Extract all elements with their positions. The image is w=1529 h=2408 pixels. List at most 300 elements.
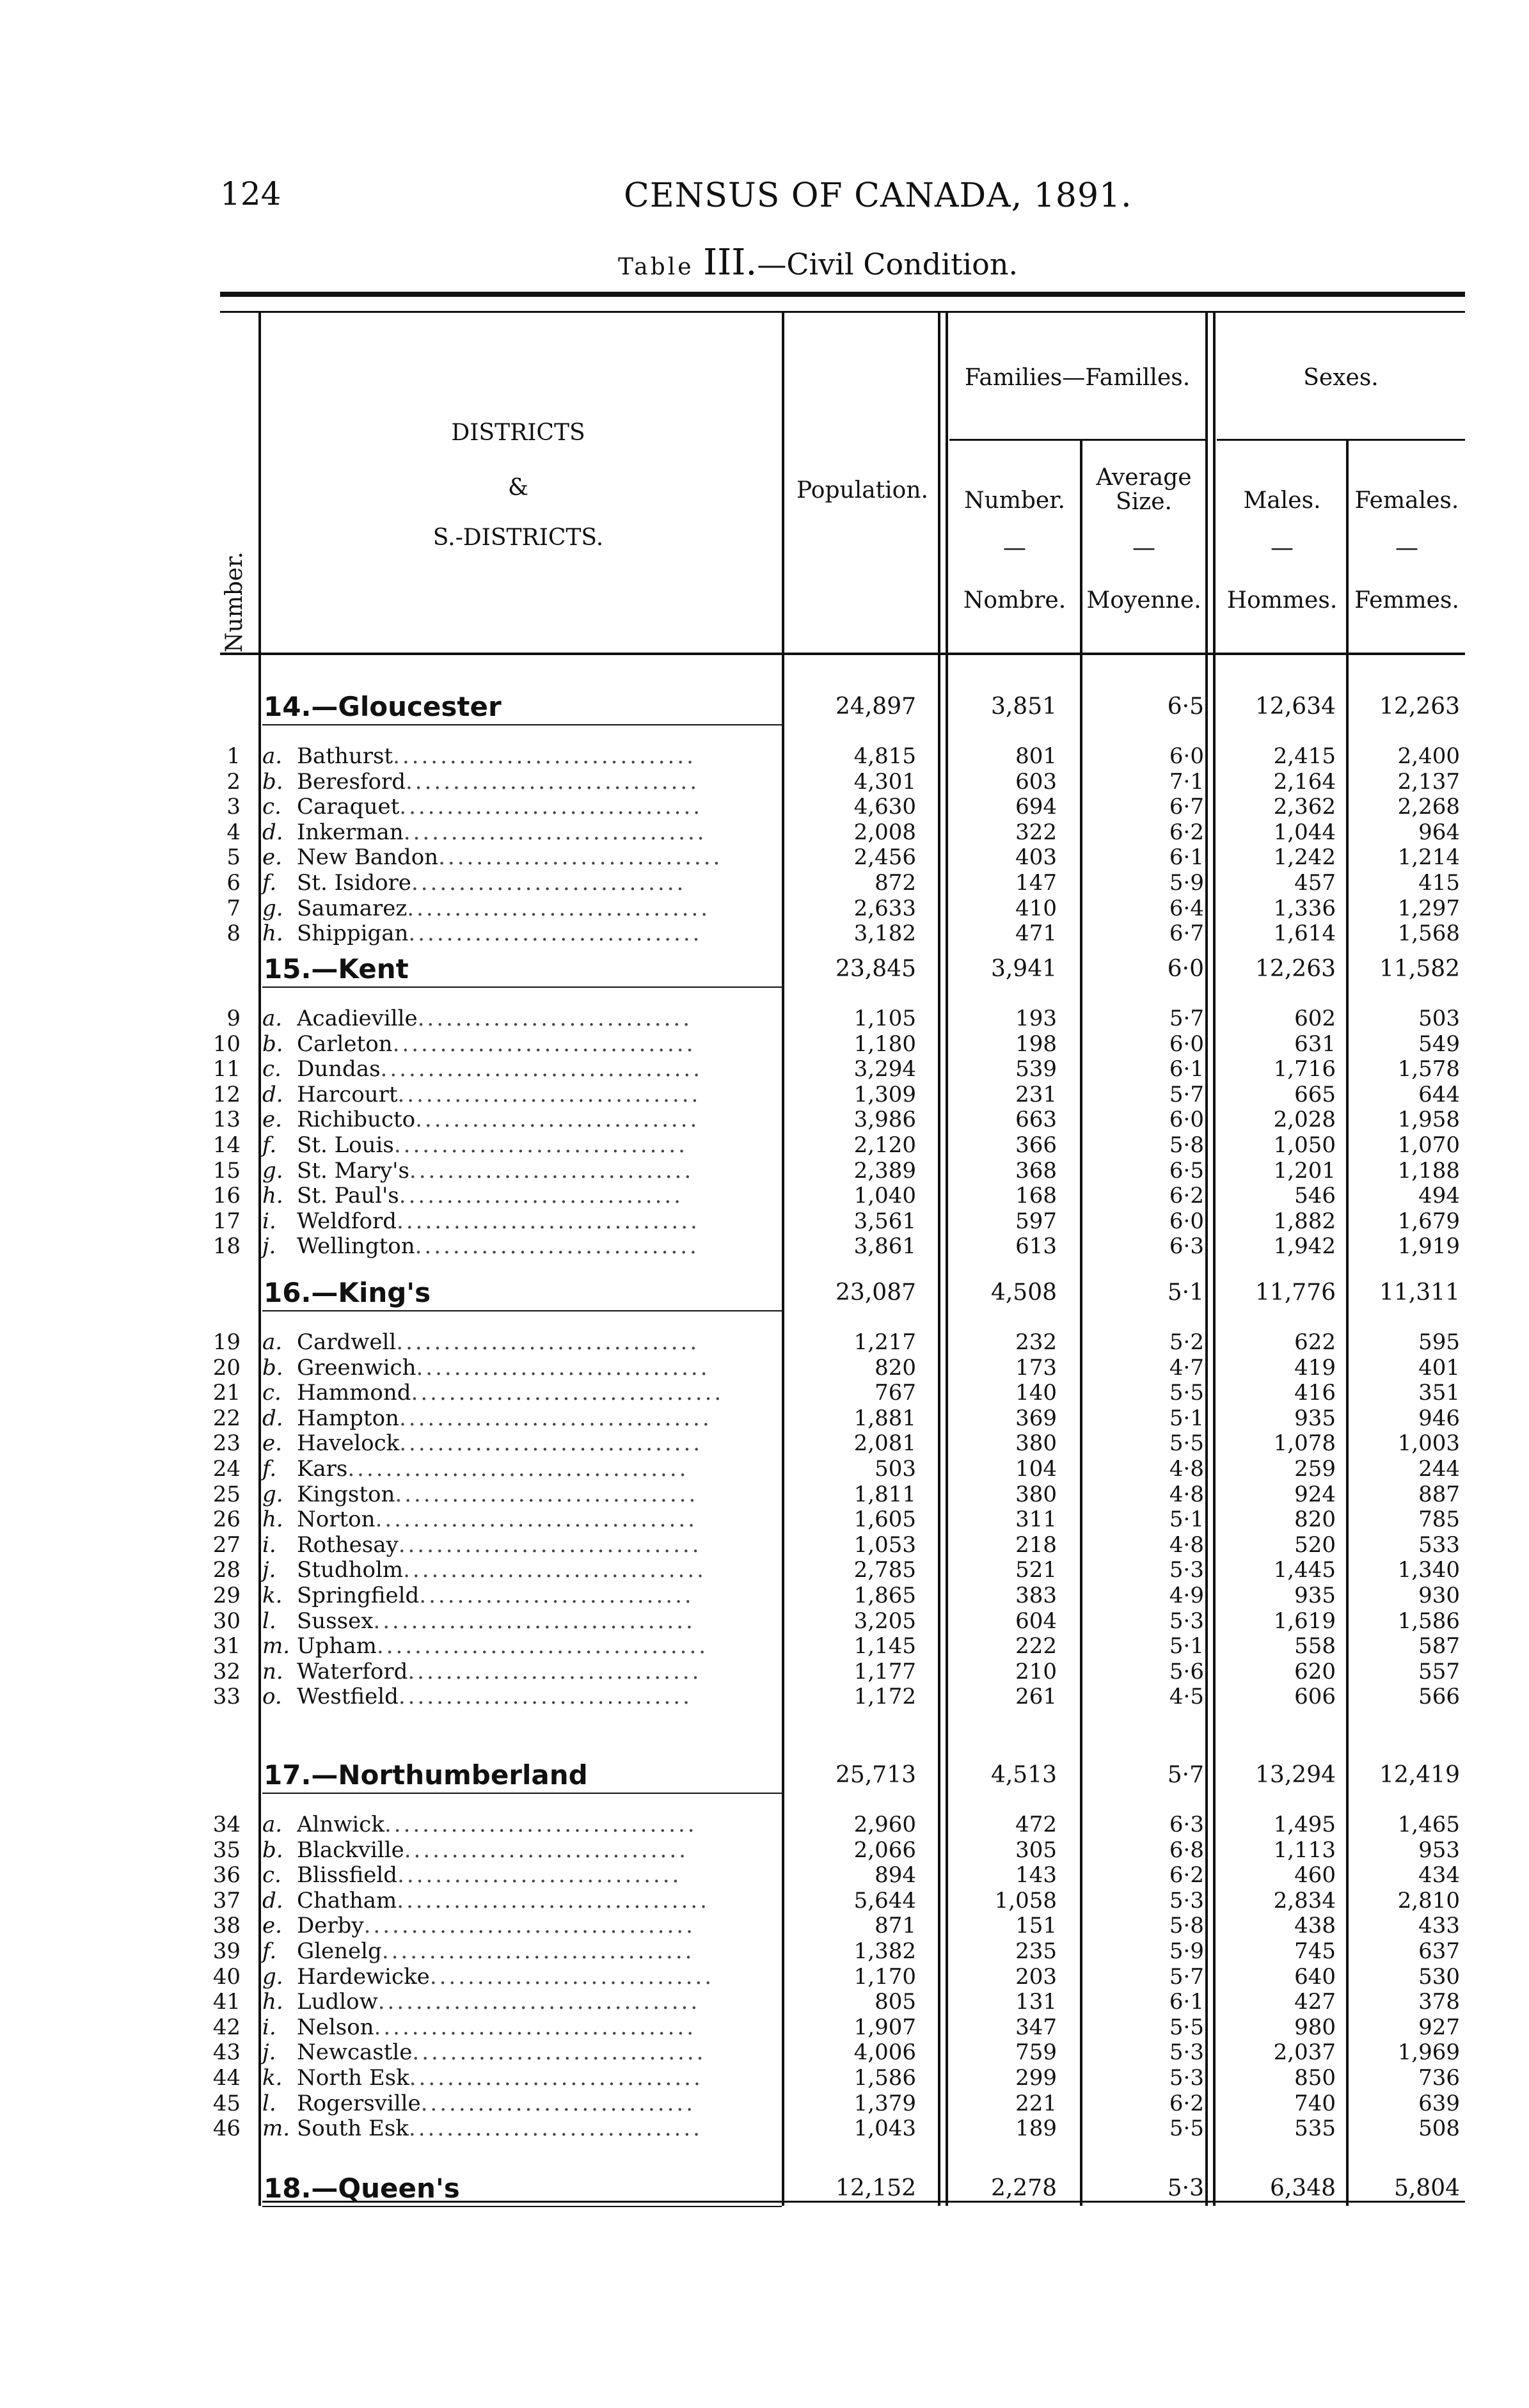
row-number: 32 [212,1658,241,1684]
dot-leader: .............................. [404,1837,688,1863]
row-number: 13 [212,1107,241,1133]
males-cell: 419 [1294,1354,1336,1381]
district-underline [262,2206,782,2207]
females-cell: 1,003 [1397,1430,1460,1457]
average-size-cell: 6·0 [1169,1208,1204,1234]
sub-district-name: Studholm................................ [297,1557,706,1583]
sub-district-letter: m. [262,1633,290,1659]
males-cell: 1,201 [1273,1157,1336,1184]
sub-district-name: Bathurst................................ [297,743,696,769]
row-number: 30 [212,1608,241,1634]
females-cell: 1,465 [1397,1812,1460,1837]
header-females: Females. [1354,487,1459,514]
average-size-cell: 4·5 [1169,1684,1204,1710]
average-size-cell: 6·5 [1169,1157,1204,1184]
sub-district-name: Alnwick................................. [297,1812,697,1837]
females-cell: 953 [1418,1837,1460,1863]
header-avg-fr: Moyenne. [1086,587,1201,614]
table-row [0,1684,1529,1709]
population-cell: 3,182 [853,921,916,947]
row-number: 28 [212,1557,241,1583]
average-size-cell: 6·0 [1169,1107,1204,1133]
average-size-cell: 4·9 [1169,1583,1204,1608]
population-cell: 503 [875,1456,916,1482]
district-row [0,2173,1529,2205]
sub-district-letter: g. [262,1481,283,1507]
females-cell: 1,958 [1397,1107,1460,1133]
table-row [0,1132,1529,1158]
average-size-cell: 6·3 [1169,1233,1204,1260]
males-cell: 520 [1294,1532,1336,1558]
row-number: 25 [212,1481,241,1507]
sub-district-name: Waterford............................... [297,1658,702,1684]
females-cell: 1,679 [1397,1208,1460,1234]
dot-leader: ................................ [399,1430,703,1457]
sub-district-letter: b. [262,1031,283,1057]
row-number: 46 [212,2116,241,2142]
population-cell: 1,811 [853,1481,916,1507]
table-row [0,1456,1529,1482]
population-cell: 1,865 [853,1583,916,1608]
families-cell: 472 [1015,1812,1057,1837]
females-cell: 587 [1418,1633,1460,1659]
dot-leader: ................................ [399,794,703,820]
subtitle-rest: —Civil Condition. [757,247,1018,281]
females-cell: 1,969 [1397,2040,1460,2066]
families-cell: 193 [1015,1006,1057,1031]
row-number: 29 [212,1583,241,1608]
sub-district-letter: h. [262,1183,283,1209]
district-average-size: 5·7 [1167,1762,1204,1788]
row-number: 11 [212,1056,241,1082]
sub-district-letter: e. [262,1107,282,1133]
table-row [0,896,1529,921]
males-cell: 1,078 [1273,1430,1336,1457]
district-population: 12,152 [836,2175,916,2201]
males-cell: 640 [1294,1963,1336,1990]
average-size-cell: 5·5 [1169,2116,1204,2142]
sub-district-letter: c. [262,794,281,820]
females-cell: 378 [1418,1989,1460,2015]
table-row [0,921,1529,946]
average-size-cell: 5·1 [1169,1507,1204,1533]
population-cell: 894 [875,1862,916,1889]
header-males: Males. [1243,487,1321,514]
district-families: 4,508 [990,1279,1057,1306]
dot-leader: .................................. [374,2014,697,2040]
dot-leader: ............................. [417,1006,692,1031]
sub-district-name: Inkerman................................ [297,819,707,845]
females-cell: 595 [1418,1329,1460,1355]
families-cell: 603 [1015,768,1057,795]
table-row [0,1557,1529,1583]
row-number: 31 [212,1633,241,1659]
females-cell: 1,919 [1397,1233,1460,1260]
district-population: 25,713 [836,1762,916,1788]
average-size-cell: 6·1 [1169,844,1204,871]
population-cell: 4,006 [853,2040,916,2066]
average-size-cell: 5·8 [1169,1913,1204,1939]
average-size-cell: 6·3 [1169,1812,1204,1837]
district-males: 12,634 [1255,693,1336,720]
table-row [0,1812,1529,1837]
table-row [0,1158,1529,1184]
families-cell: 299 [1015,2065,1057,2091]
dot-leader: ................................ [407,895,711,921]
dot-leader: ................................ [392,1031,696,1057]
sub-district-letter: j. [262,1233,276,1260]
row-number: 12 [212,1081,241,1107]
sub-district-name: St. Louis............................... [297,1132,688,1158]
males-cell: 1,619 [1273,1608,1336,1634]
dot-leader: ................................... [363,1913,695,1939]
district-females: 5,804 [1393,2175,1460,2201]
population-cell: 1,170 [853,1963,916,1990]
row-number: 3 [226,794,241,820]
families-cell: 140 [1015,1380,1057,1406]
dot-leader: .............................. [415,1107,700,1133]
district-males: 13,294 [1255,1762,1336,1788]
males-cell: 535 [1294,2116,1336,2142]
district-females: 12,419 [1379,1762,1460,1788]
families-cell: 694 [1015,794,1057,820]
males-cell: 457 [1294,870,1336,896]
average-size-cell: 5·7 [1169,1081,1204,1107]
average-size-cell: 6·7 [1169,794,1204,820]
sub-district-letter: f. [262,1938,277,1964]
sub-district-name: Glenelg................................. [297,1938,695,1964]
sub-district-name: Upham................................... [297,1633,709,1659]
header-population: Population. [796,477,928,503]
females-cell: 351 [1418,1380,1460,1406]
sub-district-letter: f. [262,1456,277,1482]
average-size-cell: 6·2 [1169,1183,1204,1209]
sub-district-name: Springfield............................. [297,1583,694,1608]
sub-district-name: Kars.................................... [297,1456,689,1482]
sub-district-letter: a. [262,1812,283,1837]
sub-district-name: St. Mary's.............................. [297,1157,694,1184]
district-row [0,1759,1529,1791]
population-cell: 2,081 [853,1430,916,1457]
females-cell: 964 [1418,819,1460,845]
dot-leader: ................................. [399,1405,712,1431]
males-cell: 558 [1294,1633,1336,1659]
header-sexes: Sexes. [1303,365,1379,391]
sub-district-letter: n. [262,1658,283,1684]
families-cell: 210 [1015,1658,1057,1684]
population-cell: 2,120 [853,1132,916,1158]
females-cell: 434 [1418,1862,1460,1889]
families-cell: 203 [1015,1963,1057,1990]
males-cell: 622 [1294,1329,1336,1355]
sub-district-letter: k. [262,2065,283,2091]
females-cell: 1,340 [1397,1557,1460,1583]
dot-leader: ................................ [403,819,707,845]
average-size-cell: 5·2 [1169,1329,1204,1355]
average-size-cell: 4·8 [1169,1456,1204,1482]
sub-district-letter: a. [262,1329,283,1355]
row-number: 38 [212,1913,241,1939]
males-cell: 427 [1294,1989,1336,2015]
males-cell: 259 [1294,1456,1336,1482]
table-row [0,1031,1529,1057]
sub-district-name: Kingston................................ [297,1481,699,1507]
males-cell: 1,445 [1273,1557,1336,1583]
row-number: 39 [212,1938,241,1964]
sub-district-name: Sussex.................................. [297,1608,695,1634]
page-number: 124 [220,175,281,212]
females-cell: 533 [1418,1532,1460,1558]
sub-district-name: Chatham................................. [297,1887,709,1913]
males-cell: 602 [1294,1006,1336,1031]
sub-district-letter: j. [262,2040,276,2066]
sub-district-letter: c. [262,1380,281,1406]
dot-leader: ............................... [412,2040,706,2066]
row-number: 7 [226,895,241,921]
sub-district-letter: f. [262,1132,277,1158]
females-cell: 530 [1418,1963,1460,1990]
population-cell: 1,053 [853,1532,916,1558]
sub-district-letter: e. [262,1913,282,1939]
population-cell: 3,561 [853,1208,916,1234]
population-cell: 767 [875,1380,916,1406]
row-number: 33 [212,1684,241,1710]
sub-district-name: Blackville.............................. [297,1837,688,1863]
table-row [0,1964,1529,1990]
males-cell: 438 [1294,1913,1336,1939]
males-cell: 416 [1294,1380,1336,1406]
males-cell: 935 [1294,1405,1336,1431]
table-row [0,1989,1529,2015]
row-number: 20 [212,1354,241,1381]
sub-district-name: Westfield............................... [297,1684,692,1710]
row-number: 15 [212,1157,241,1184]
sub-district-name: Ludlow.................................. [297,1989,701,2015]
sub-district-letter: e. [262,1430,282,1457]
sub-district-letter: g. [262,895,283,921]
sub-district-name: St. Isidore............................. [297,870,686,896]
district-females: 11,582 [1379,956,1460,982]
district-females: 11,311 [1379,1279,1460,1306]
district-underline [262,1793,782,1794]
table-row [0,1888,1529,1913]
males-cell: 740 [1294,2090,1336,2116]
table-row [0,1862,1529,1888]
average-size-cell: 5·9 [1169,1938,1204,1964]
dot-leader: .................................... [347,1456,689,1482]
sub-district-letter: g. [262,1963,283,1990]
families-cell: 261 [1015,1684,1057,1710]
families-cell: 131 [1015,1989,1057,2015]
average-size-cell: 5·3 [1169,1557,1204,1583]
dot-leader: ............................. [420,2090,696,2116]
sub-district-letter: k. [262,1583,283,1608]
district-males: 11,776 [1255,1279,1336,1306]
sub-district-name: Rothesay................................ [297,1532,702,1558]
population-cell: 2,008 [853,819,916,845]
dot-leader: ............................. [411,870,686,896]
average-size-cell: 5·3 [1169,2065,1204,2091]
sub-district-letter: g. [262,1157,283,1184]
row-number: 21 [212,1380,241,1406]
males-cell: 620 [1294,1658,1336,1684]
district-families: 4,513 [990,1762,1057,1788]
sub-district-letter: h. [262,921,283,947]
families-cell: 232 [1015,1329,1057,1355]
table-row [0,1233,1529,1259]
families-cell: 613 [1015,1233,1057,1260]
row-number: 22 [212,1405,241,1431]
header-fam-dash: — [1003,535,1026,561]
population-cell: 4,630 [853,794,916,820]
average-size-cell: 6·4 [1169,895,1204,921]
table-row [0,1633,1529,1659]
sub-district-letter: b. [262,768,283,795]
dot-leader: ............................... [409,2065,703,2091]
sub-district-name: Caraquet................................ [297,794,703,820]
dot-leader: .............................. [415,1233,699,1260]
females-cell: 401 [1418,1354,1460,1381]
district-name: 15.—Kent [264,953,409,985]
average-size-cell: 6·2 [1169,2090,1204,2116]
females-cell: 644 [1418,1081,1460,1107]
sub-district-name: Dundas.................................. [297,1056,703,1082]
sub-district-letter: i. [262,1208,276,1234]
sub-district-letter: o. [262,1684,282,1710]
population-cell: 1,309 [853,1081,916,1107]
average-size-cell: 6·1 [1169,1056,1204,1082]
families-cell: 104 [1015,1456,1057,1482]
sub-district-name: North Esk............................... [297,2065,703,2091]
males-cell: 460 [1294,1862,1336,1889]
sub-district-name: Hampton................................. [297,1405,712,1431]
average-size-cell: 6·7 [1169,921,1204,947]
families-cell: 801 [1015,743,1057,769]
sub-district-letter: l. [262,1608,276,1634]
families-cell: 235 [1015,1938,1057,1964]
header-bottom-rule [220,653,1465,655]
females-cell: 2,400 [1397,743,1460,769]
district-population: 23,087 [836,1279,916,1306]
population-cell: 2,066 [853,1837,916,1863]
district-name: 16.—King's [264,1277,431,1308]
dot-leader: .................................. [373,1608,695,1634]
families-cell: 380 [1015,1481,1057,1507]
families-cell: 597 [1015,1208,1057,1234]
sub-district-letter: b. [262,1354,283,1381]
males-cell: 2,037 [1273,2040,1336,2066]
average-size-cell: 5·5 [1169,1430,1204,1457]
row-number: 23 [212,1430,241,1457]
males-cell: 745 [1294,1938,1336,1964]
average-size-cell: 5·3 [1169,1608,1204,1634]
table-row [0,1507,1529,1532]
average-size-cell: 6·8 [1169,1837,1204,1863]
table-row [0,1659,1529,1684]
males-cell: 1,050 [1273,1132,1336,1158]
families-cell: 383 [1015,1583,1057,1608]
males-cell: 2,028 [1273,1107,1336,1133]
sub-district-name: Weldford................................ [297,1208,700,1234]
males-cell: 924 [1294,1481,1336,1507]
families-cell: 221 [1015,2090,1057,2116]
population-cell: 3,205 [853,1608,916,1634]
females-cell: 930 [1418,1583,1460,1608]
district-families: 2,278 [990,2175,1057,2201]
sub-district-letter: d. [262,1405,283,1431]
row-number: 36 [212,1862,241,1889]
table-row [0,1583,1529,1608]
average-size-cell: 5·1 [1169,1633,1204,1659]
families-cell: 347 [1015,2014,1057,2040]
header-avg-1: Average [1096,464,1192,491]
males-cell: 850 [1294,2065,1336,2091]
row-number: 44 [212,2065,241,2091]
average-size-cell: 6·0 [1169,743,1204,769]
males-cell: 631 [1294,1031,1336,1057]
sexes-sub-rule [1217,439,1465,441]
males-cell: 980 [1294,2014,1336,2040]
dot-leader: .............................. [399,1183,683,1209]
males-cell: 1,336 [1273,895,1336,921]
average-size-cell: 5·9 [1169,870,1204,896]
females-cell: 2,268 [1397,794,1460,820]
sub-district-letter: d. [262,819,283,845]
dot-leader: ............................. [419,1583,694,1608]
population-cell: 872 [875,870,916,896]
population-cell: 3,861 [853,1233,916,1260]
dot-leader: .................................. [375,1507,697,1533]
females-cell: 637 [1418,1938,1460,1964]
dot-leader: ................................. [384,1812,697,1837]
females-cell: 557 [1418,1658,1460,1684]
row-number: 17 [212,1208,241,1234]
population-cell: 1,040 [853,1183,916,1209]
sub-district-name: Rogersville............................. [297,2090,696,2116]
header-females-dash: — [1395,535,1418,561]
sub-district-name: New Bandon.............................. [297,844,723,871]
dot-leader: .............................. [429,1963,715,1990]
dot-leader: ................................ [397,1081,701,1107]
families-cell: 539 [1015,1056,1057,1082]
sub-district-name: Acadieville............................. [297,1006,692,1031]
dot-leader: ................................ [403,1557,706,1583]
population-cell: 1,382 [853,1938,916,1964]
families-cell: 471 [1015,921,1057,947]
header-avg-2: Size. [1116,489,1172,515]
males-cell: 1,242 [1273,844,1336,871]
females-cell: 639 [1418,2090,1460,2116]
district-name: 17.—Northumberland [264,1759,588,1791]
header-districts-2: & [507,475,529,501]
row-number: 16 [212,1183,241,1209]
header-males-fr: Hommes. [1226,587,1338,614]
dot-leader: ............................... [393,1132,688,1158]
sub-district-name: Hardewicke.............................. [297,1963,715,1990]
dot-leader: ............................... [398,1684,692,1710]
row-number: 34 [212,1812,241,1837]
sub-district-letter: j. [262,1557,276,1583]
sub-district-letter: b. [262,1837,283,1863]
population-cell: 4,301 [853,768,916,795]
females-cell: 887 [1418,1481,1460,1507]
females-cell: 946 [1418,1405,1460,1431]
sub-district-name: Newcastle............................... [297,2040,706,2066]
district-underline [262,986,782,988]
males-cell: 1,495 [1273,1812,1336,1837]
population-cell: 4,815 [853,743,916,769]
females-cell: 415 [1418,870,1460,896]
